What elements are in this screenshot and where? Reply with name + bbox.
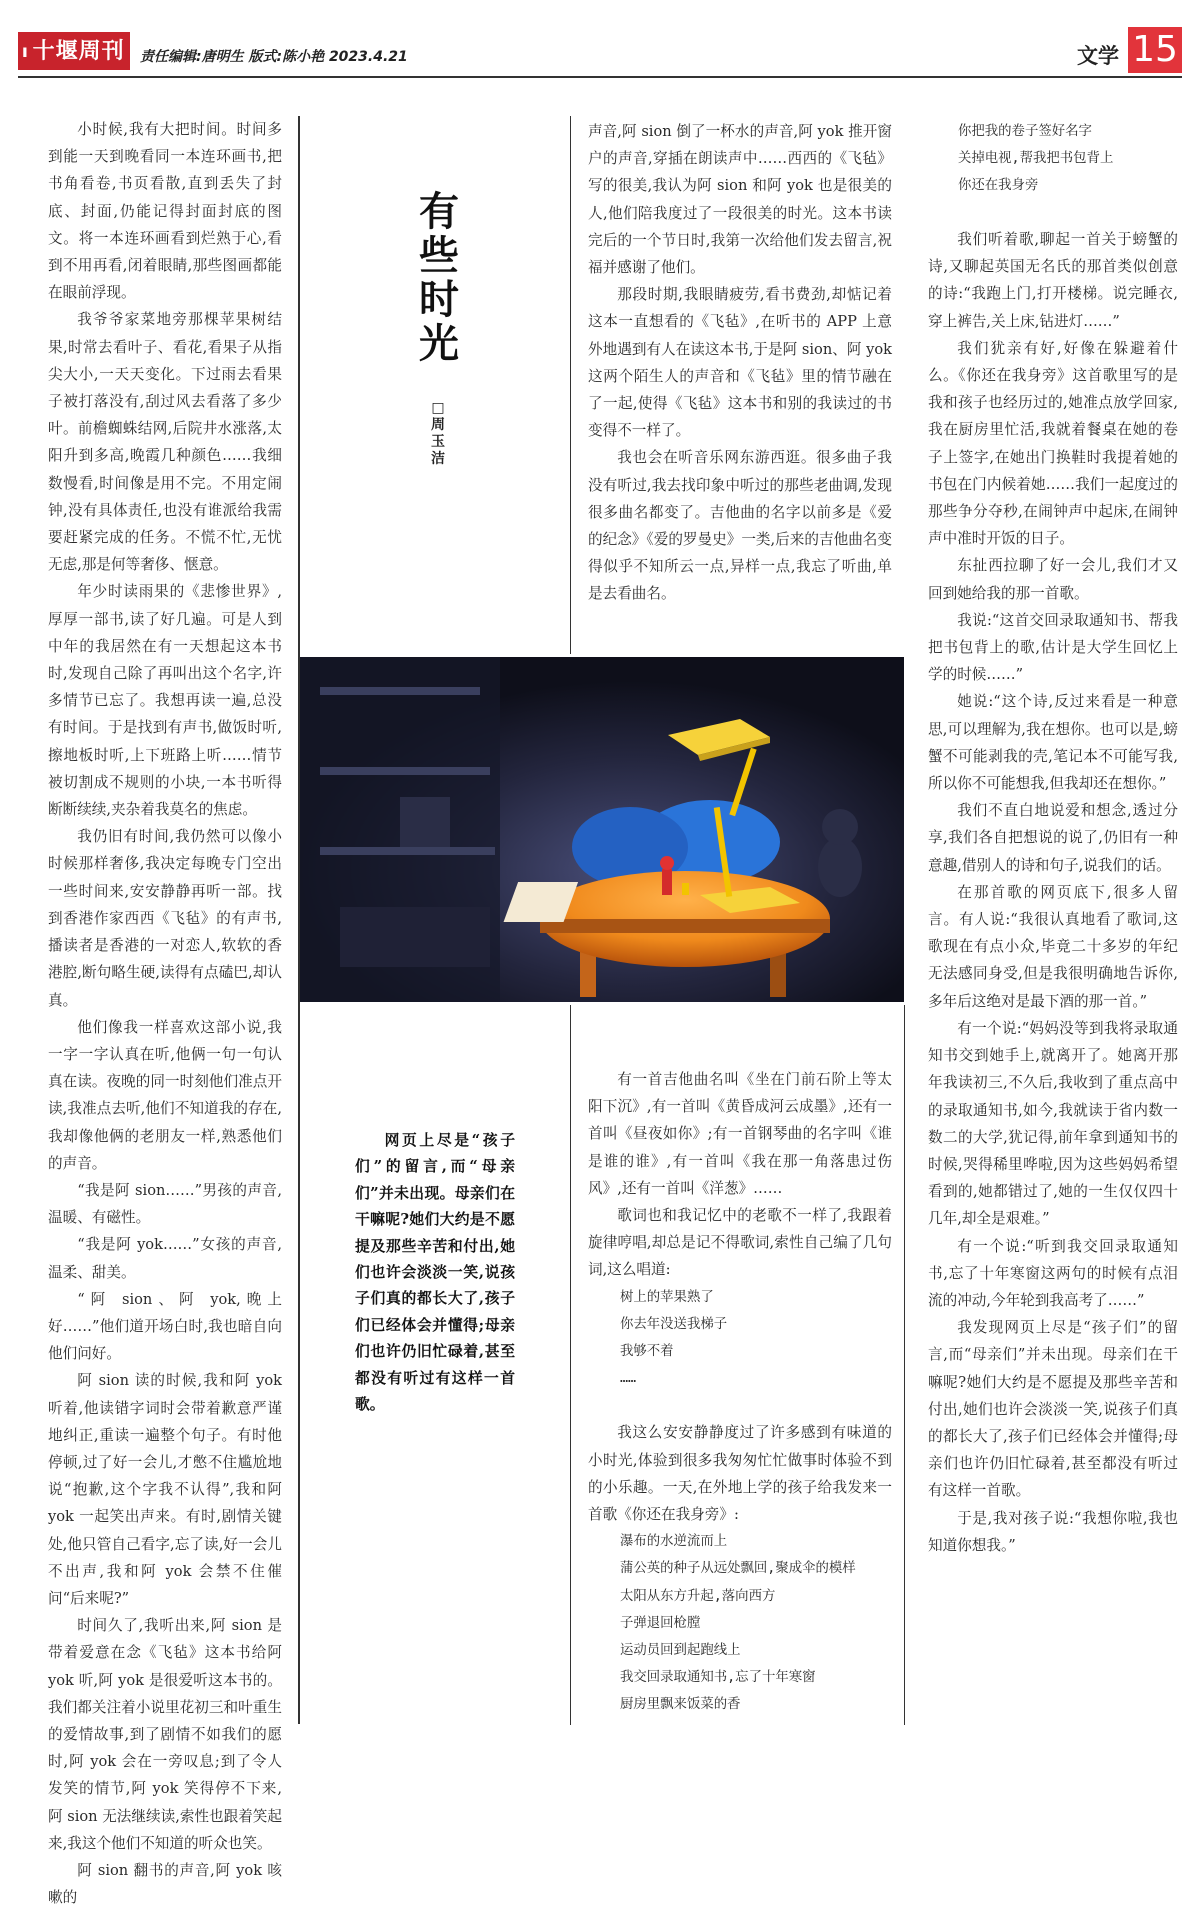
poem-line: 蒲公英的种子从远处飘回,聚成伞的模样 bbox=[620, 1561, 856, 1577]
title-char: 光 bbox=[419, 320, 459, 367]
column-3 bbox=[928, 226, 1178, 1559]
column-2-bottom bbox=[588, 1066, 892, 1719]
author-char: 玉 bbox=[431, 434, 445, 450]
poem-line: 你还在我身旁 bbox=[958, 178, 1039, 194]
paragraph: 我说:“这首交回录取通知书、帮我把书包背上的歌,估计是大学生回忆上学的时候……” bbox=[928, 611, 1178, 684]
paragraph: “我是阿 yok……”女孩的声音,温柔、甜美。 bbox=[48, 1236, 282, 1281]
column-rule bbox=[904, 1005, 905, 1725]
pull-quote: 网页上尽是“孩子们”的留言,而“母亲们”并未出现。母亲们在干嘛呢?她们大约是不愿提及那些辛苦和付出,她们也许会淡淡一笑,说孩子们真的都长大了,孩子们已经体会并懂得;母亲们也许仍旧忙碌着,甚至都没有听过有这样一首歌。 bbox=[355, 1132, 515, 1414]
paragraph: 我也会在听音乐网东游西逛。很多曲子我没有听过,我去找印象中听过的那些老曲调,发现很多曲名都变了。吉他曲的名字以前多是《爱的纪念》《爱的罗曼史》一类,后来的吉他曲名变得似乎不知所云一点,异样一点,我忘了听曲,单是去看曲名。 bbox=[588, 449, 892, 603]
poem-line: 我够不着 bbox=[620, 1344, 674, 1360]
paragraph: 于是,我对孩子说:“我想你啦,我也知道你想我。” bbox=[928, 1509, 1178, 1554]
paragraph: 有一个说:“妈妈没等到我将录取通知书交到她手上,就离开了。她离开那年我读初三,不久后,我收到了重点高中的录取通知书,如今,我就读于省内数一数二的大学,犹记得,前年拿到通知书的时候,哭得稀里哗啦,因为这些妈妈希望看到的,她都错过了,她的一生仅仅四十几年,却全是艰难。” bbox=[928, 1019, 1178, 1228]
paragraph: 有一个说:“听到我交回录取通知书,忘了十年寒窗这两句的时候有点泪流的冲动,今年轮到我高考了……” bbox=[928, 1237, 1178, 1309]
desk-lamp-photo bbox=[300, 657, 904, 1002]
column-1 bbox=[48, 116, 282, 1911]
paragraph: 在那首歌的网页底下,很多人留言。有人说:“我很认真地看了歌词,这歌现在有点小众,毕竟二十多岁的年纪无法感同身受,但是我很明确地告诉你,多年后这绝对是最下酒的那一首。” bbox=[928, 883, 1178, 1010]
paragraph: 年少时读雨果的《悲惨世界》,厚厚一部书,读了好几遍。可是人到中年的我居然在有一天想起这本书时,发现自己除了再叫出这个名字,许多情节已忘了。我想再读一遍,总没有时间。于是找到有声书,做饭时听,擦地板时听,上下班路上听……情节被切割成不规则的小块,一本书听得断断续续,夹杂着我莫名的焦虑。 bbox=[48, 583, 282, 819]
title-char: 些 bbox=[419, 232, 459, 279]
paragraph: “阿 sion、阿 yok,晚上好……”他们道开场白时,我也暗自向他们问好。 bbox=[48, 1290, 282, 1363]
masthead-title: 十堰周刊 bbox=[32, 38, 125, 64]
column-rule bbox=[570, 1005, 571, 1725]
title-char: 有 bbox=[419, 188, 459, 235]
column-3-poem bbox=[920, 118, 1170, 200]
author-char: 洁 bbox=[431, 451, 445, 467]
song-lyrics bbox=[588, 1528, 892, 1718]
paragraph: “我是阿 sion……”男孩的声音,温暖、有磁性。 bbox=[48, 1181, 282, 1227]
poem-line: 太阳从东方升起,落向西方 bbox=[620, 1588, 776, 1604]
paragraph: 我发现网页上尽是“孩子们”的留言,而“母亲们”并未出现。母亲们在干嘛呢?她们大约是不愿提及那些辛苦和付出,她们也许会淡淡一笑,说孩子们真的都长大了,孩子们已经体会并懂得;母亲们也许仍旧忙碌着,甚至都没有听过有这样一首歌。 bbox=[928, 1319, 1178, 1500]
poem-line: 我交回录取通知书,忘了十年寒窗 bbox=[620, 1670, 816, 1686]
song-lyrics-continued bbox=[920, 118, 1170, 200]
paragraph: 我仍旧有时间,我仍然可以像小时候那样奢侈,我决定每晚专门空出一些时间来,安安静静再听一部。找到香港作家西西《飞毡》的有声书,播读者是香港的一对恋人,软软的香港腔,断句略生硬,读得有点磕巴,却认真。 bbox=[48, 828, 282, 1009]
paragraph: 我们不直白地说爱和想念,透过分享,我们各自把想说的说了,仍旧有一种意趣,借别人的诗和句子,说我们的话。 bbox=[928, 802, 1178, 874]
poem-line: 你去年没送我梯子 bbox=[620, 1316, 728, 1332]
paragraph: 阿 sion 读的时候,我和阿 yok 听着,他读错字词时会带着歉意严谨地纠正,重读一遍整个句子。有时他停顿,过了好一会儿,才憋不住尴尬地说“抱歉,这个字我不认得”,我和阿 yok 一起笑出声来。有时,剧情关键处,他只管自己看字,忘了读,好一会儿不出声,我和阿 yok 会禁不住催问“后来呢?” bbox=[48, 1372, 282, 1607]
author-char: 周 bbox=[431, 417, 445, 433]
paragraph: 他们像我一样喜欢这部小说,我一字一字认真在听,他俩一句一句认真在读。夜晚的同一时刻他们准点开读,我准点去听,他们不知道我的存在,我却像他俩的老朋友一样,熟悉他们的声音。 bbox=[48, 1018, 282, 1172]
paragraph: 小时候,我有大把时间。时间多到能一天到晚看同一本连环画书,把书角看卷,书页看散,直到丢失了封底、封面,仍能记得封面封底的图文。将一本连环画看到烂熟于心,看到不用再看,闭着眼睛,那些图画都能在眼前浮现。 bbox=[48, 121, 282, 302]
poem-line: 树上的苹果熟了 bbox=[620, 1289, 714, 1305]
paragraph: 歌词也和我记忆中的老歌不一样了,我跟着旋律哼唱,却总是记不得歌词,索性自己编了几句词,这么唱道: bbox=[588, 1207, 892, 1279]
section-label: 文学 bbox=[1077, 44, 1119, 68]
paragraph: 时间久了,我听出来,阿 sion 是带着爱意在念《飞毡》这本书给阿 yok 听,阿 yok 是很爱听这本书的。我们都关注着小说里花初三和叶重生的爱情故事,到了剧情不如我们的愿时,阿 yok 会在一旁叹息;到了令人发笑的情节,阿 yok 笑得停不下来,阿 sion 无法继续读,索性也跟着笑起来,我这个他们不知道的听众也笑。 bbox=[48, 1617, 282, 1852]
paragraph: 我们犹亲有好,好像在躲避着什么。《你还在我身旁》这首歌里写的是我和孩子也经历过的,她准点放学回家,我在厨房里忙活,我就着餐桌在她的卷子上签字,在她出门换鞋时我提着她的书包在门内候着她……我们一起度过的那些争分夺秒,在闹钟声中起床,在闹钟声中准时开饭的日子。 bbox=[928, 339, 1178, 548]
poem-line: 瀑布的水逆流而上 bbox=[620, 1534, 728, 1550]
poem-line: 运动员回到起跑线上 bbox=[620, 1643, 741, 1659]
paragraph: 她说:“这个诗,反过来看是一种意思,可以理解为,我在想你。也可以是,螃蟹不可能剥我的壳,笔记本不可能写我,所以你不可能想我,但我却还在想你。” bbox=[928, 693, 1178, 793]
masthead-pin-icon: ▌ bbox=[23, 47, 31, 57]
paragraph: 声音,阿 sion 倒了一杯水的声音,阿 yok 推开窗户的声音,穿插在朗读声中……西西的《飞毡》写的很美,我认为阿 sion 和阿 yok 也是很美的人,他们陪我度过了一段很美的时光。这本书读完后的一个节日时,我第一次给他们发去留言,祝福并感谢了他们。 bbox=[588, 123, 892, 277]
poem-line: 子弹退回枪膛 bbox=[620, 1615, 701, 1631]
article-photo bbox=[300, 657, 904, 1002]
header-rule bbox=[18, 76, 1182, 78]
paragraph: 我们听着歌,聊起一首关于螃蟹的诗,又聊起英国无名氏的那首类似创意的诗:“我跑上门,打开楼梯。说完睡衣,穿上裤告,关上床,钻进灯……” bbox=[928, 231, 1178, 330]
author-byline bbox=[426, 400, 450, 468]
paragraph: 那段时期,我眼睛疲劳,看书费劲,却惦记着这本一直想看的《飞毡》,在听书的 APP 上意外地遇到有人在读这本书,于是阿 sion、阿 yok 这两个陌生人的声音和《飞毡》里的情节融在了一起,使得《飞毡》这本书和别的我读过的书变得不一样了。 bbox=[588, 286, 892, 440]
poem-line: 厨房里飘来饭菜的香 bbox=[620, 1697, 741, 1713]
paragraph: 东扯西拉聊了好一会儿,我们才又回到她给我的那一首歌。 bbox=[928, 557, 1178, 602]
editor-credits: 责任编辑:唐明生 版式:陈小艳 2023.4.21 bbox=[140, 49, 408, 65]
paragraph: 我这么安安静静度过了许多感到有味道的小时光,体验到很多我匆匆忙忙做事时体验不到的小乐趣。一天,在外地上学的孩子给我发来一首歌《你还在我身旁》: bbox=[588, 1424, 892, 1524]
article-title bbox=[410, 190, 468, 366]
column-rule bbox=[570, 116, 571, 654]
author-char: □ bbox=[431, 400, 445, 416]
poem-line: 关掉电视,帮我把书包背上 bbox=[958, 151, 1114, 167]
poem-line: 你把我的卷子签好名字 bbox=[958, 124, 1092, 139]
paragraph: 阿 sion 翻书的声音,阿 yok 咳嗽的 bbox=[48, 1862, 282, 1907]
paragraph: 我爷爷家菜地旁那棵苹果树结果,时常去看叶子、看花,看果子从指尖大小,一天天变化。下过雨去看果子被打落没有,刮过风去看落了多少叶。前檐蜘蛛结网,后院井水涨落,太阳升到多高,晚霞几种颜色……我细数慢看,时间像是用不完。不用定闹钟,没有具体责任,也没有谁派给我需要赶紧完成的任务。不慌不忙,无忧无虑,那是何等奢侈、惬意。 bbox=[48, 311, 282, 574]
poem-line: …… bbox=[620, 1371, 637, 1387]
page-number: 15 bbox=[1128, 27, 1182, 73]
paragraph: 有一首吉他曲名叫《坐在门前石阶上等太阳下沉》,有一首叫《黄昏成河云成墨》,还有一首叫《昼夜如你》;有一首钢琴曲的名字叫《谁是谁的谁》,有一首叫《我在那一角落患过伤风》,还有一首叫《洋葱》…… bbox=[588, 1071, 892, 1197]
title-char: 时 bbox=[419, 276, 459, 323]
masthead-logo bbox=[18, 32, 130, 70]
poem-lyrics bbox=[588, 1284, 892, 1393]
column-2-top bbox=[588, 118, 892, 608]
